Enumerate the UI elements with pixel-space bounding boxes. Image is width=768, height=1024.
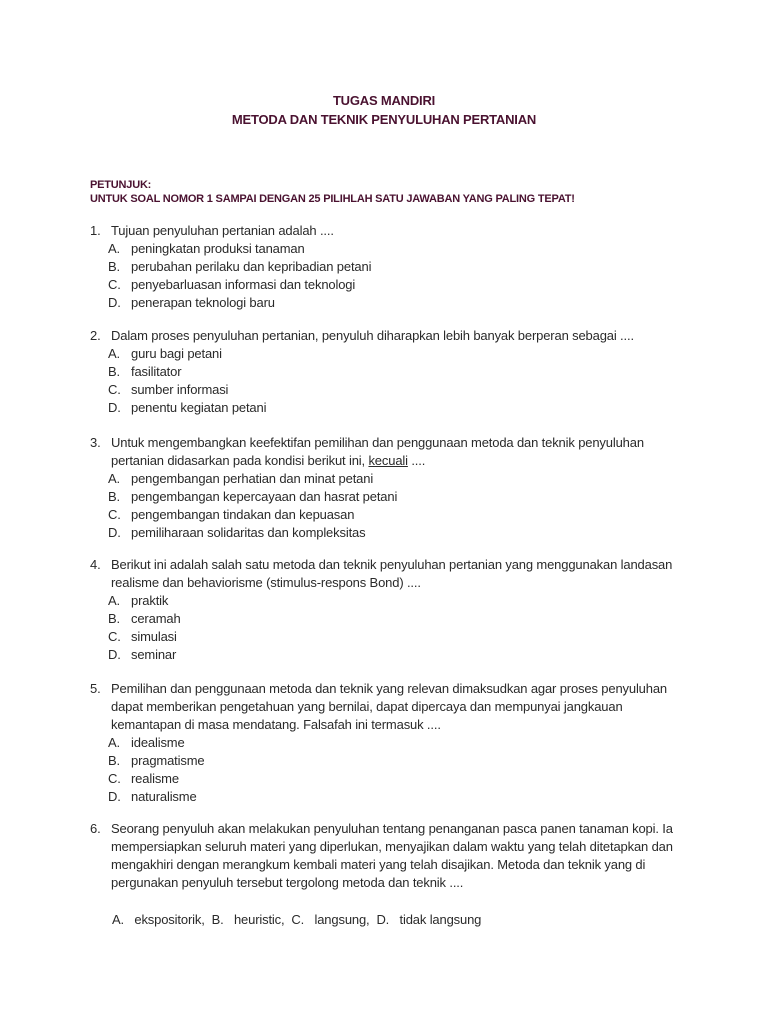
option-letter: A.: [108, 593, 120, 608]
option-b: [108, 363, 690, 381]
option-d: [108, 788, 690, 806]
question-line-end: ....: [407, 453, 426, 468]
option-letter: B.: [108, 611, 120, 626]
option-letter: D.: [108, 647, 121, 662]
option-letter: C.: [108, 629, 121, 644]
question-line: realisme dan behaviorisme (stimulus-respons Bond) ....: [111, 575, 421, 590]
question-2: [90, 327, 690, 417]
option-text: ceramah: [131, 611, 181, 626]
option-d: [108, 294, 690, 312]
document-title: [0, 91, 768, 129]
option-letter: D.: [108, 400, 121, 415]
instructions: [90, 178, 690, 206]
option-text: pengembangan perhatian dan minat petani: [131, 471, 374, 486]
option-list: [108, 240, 690, 312]
question-number: 4.: [90, 557, 101, 572]
option-c: [108, 381, 690, 399]
option-letter: C.: [108, 382, 121, 397]
option-c: [108, 770, 690, 788]
option-text: pragmatisme: [131, 753, 205, 768]
question-line: pergunakan penyuluh tersebut tergolong metoda dan teknik ....: [111, 875, 464, 890]
question-line: Seorang penyuluh akan melakukan penyuluhan tentang penanganan pasca panen tanaman kopi. Ia: [111, 821, 673, 836]
option-letter: D.: [108, 525, 121, 540]
inline-options-text: A. ekspositorik, B. heuristic, C. langsung, D. tidak langsung: [112, 912, 482, 927]
question-number: 1.: [90, 223, 101, 238]
inline-option-list: [112, 911, 690, 929]
option-text: praktik: [131, 593, 169, 608]
option-c: [108, 506, 690, 524]
option-text: simulasi: [131, 629, 177, 644]
question-text: [111, 222, 690, 240]
option-text: realisme: [131, 771, 179, 786]
option-letter: A.: [108, 346, 120, 361]
option-text: pengembangan kepercayaan dan hasrat petani: [131, 489, 398, 504]
option-a: [108, 734, 690, 752]
question-line: [111, 452, 690, 470]
option-text: seminar: [131, 647, 177, 662]
question-text: [111, 680, 690, 734]
question-line-start: pertanian didasarkan pada kondisi berikut ini,: [111, 453, 369, 468]
question-line: kemantapan di masa mendatang. Falsafah ini termasuk ....: [111, 717, 441, 732]
option-list: [108, 470, 690, 542]
option-text: guru bagi petani: [131, 346, 222, 361]
option-letter: B.: [108, 364, 120, 379]
question-1: [90, 222, 690, 312]
option-letter: B.: [108, 489, 120, 504]
question-line: mempersiapkan seluruh materi yang diperlukan, menyajikan dalam waktu yang telah ditetapkan dan: [111, 839, 673, 854]
question-5: [90, 680, 690, 806]
question-4: [90, 556, 690, 664]
option-letter: B.: [108, 259, 120, 274]
instructions-text: UNTUK SOAL NOMOR 1 SAMPAI DENGAN 25 PILIHLAH SATU JAWABAN YANG PALING TEPAT!: [90, 193, 575, 205]
question-line: Untuk mengembangkan keefektifan pemilihan dan penggunaan metoda dan teknik penyuluhan: [111, 435, 644, 450]
option-d: [108, 524, 690, 542]
option-b: [108, 488, 690, 506]
option-text: sumber informasi: [131, 382, 229, 397]
question-text: [111, 820, 690, 892]
instructions-heading: PETUNJUK:: [90, 179, 152, 191]
question-text: [111, 434, 690, 470]
emphasis-kecuali: kecuali: [368, 453, 408, 468]
question-6: [90, 820, 690, 929]
option-text: perubahan perilaku dan kepribadian petani: [131, 259, 372, 274]
option-letter: D.: [108, 789, 121, 804]
option-text: penentu kegiatan petani: [131, 400, 267, 415]
option-c: [108, 628, 690, 646]
option-c: [108, 276, 690, 294]
option-text: penerapan teknologi baru: [131, 295, 275, 310]
title-line-1: TUGAS MANDIRI: [332, 93, 436, 108]
option-b: [108, 610, 690, 628]
question-line: dapat memberikan pengetahuan yang bernilai, dapat dipercaya dan mempunyai jangkauan: [111, 699, 623, 714]
option-text: fasilitator: [131, 364, 182, 379]
question-text: [111, 327, 690, 345]
option-d: [108, 399, 690, 417]
option-a: [108, 470, 690, 488]
option-text: pengembangan tindakan dan kepuasan: [131, 507, 355, 522]
option-a: [108, 240, 690, 258]
option-d: [108, 646, 690, 664]
option-letter: C.: [108, 771, 121, 786]
option-b: [108, 258, 690, 276]
option-text: idealisme: [131, 735, 185, 750]
option-text: naturalisme: [131, 789, 197, 804]
question-list: [90, 222, 690, 929]
option-letter: B.: [108, 753, 120, 768]
option-list: [108, 734, 690, 806]
question-line: mengakhiri dengan merangkum kembali materi yang telah disajikan. Metoda dan teknik yang di: [111, 857, 646, 872]
option-b: [108, 752, 690, 770]
question-line: Dalam proses penyuluhan pertanian, penyuluh diharapkan lebih banyak berperan sebagai ....: [111, 328, 634, 343]
option-letter: D.: [108, 295, 121, 310]
option-letter: C.: [108, 507, 121, 522]
option-letter: A.: [108, 735, 120, 750]
option-letter: A.: [108, 471, 120, 486]
option-letter: C.: [108, 277, 121, 292]
question-number: 2.: [90, 328, 101, 343]
question-line: Tujuan penyuluhan pertanian adalah ....: [111, 223, 334, 238]
question-3: [90, 434, 690, 542]
option-text: penyebarluasan informasi dan teknologi: [131, 277, 356, 292]
option-text: peningkatan produksi tanaman: [131, 241, 305, 256]
question-number: 3.: [90, 435, 101, 450]
option-a: [108, 592, 690, 610]
question-line: Pemilihan dan penggunaan metoda dan teknik yang relevan dimaksudkan agar proses penyuluhan: [111, 681, 668, 696]
title-line-2: METODA DAN TEKNIK PENYULUHAN PERTANIAN: [231, 112, 537, 127]
option-letter: A.: [108, 241, 120, 256]
option-text: pemiliharaan solidaritas dan kompleksitas: [131, 525, 366, 540]
option-list: [108, 592, 690, 664]
question-number: 5.: [90, 681, 101, 696]
option-a: [108, 345, 690, 363]
question-line: Berikut ini adalah salah satu metoda dan teknik penyuluhan pertanian yang menggunakan landasan: [111, 557, 673, 572]
option-list: [108, 345, 690, 417]
question-text: [111, 556, 690, 592]
question-number: 6.: [90, 821, 101, 836]
